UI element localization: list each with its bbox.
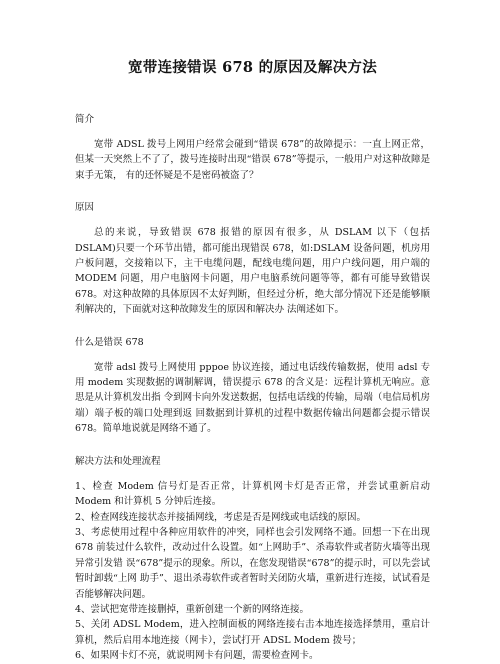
- section-heading-intro: 简介: [75, 114, 95, 125]
- document-title: 宽带连接错误 678 的原因及解决方法: [127, 59, 378, 76]
- section-heading-what-is-678: 什么是错误 678: [75, 336, 144, 348]
- section-heading-cause: 原因: [75, 202, 95, 214]
- list-item: 2、检查网线连接状态并接插网线，考虑是否是网线或电话线的原因。: [75, 511, 367, 523]
- section-paragraph-what-is-678: 宽带 adsl 拨号上网使用 pppoe 协议连接，通过电话线传输数据，使用 adsl 专用 modem 实现数据的调制解调，错误提示 678 的含义是：远程计算机无响应。意思是从计算机发出指 令到网卡向外发送数据，包括电话线的传输，局端（电信局机房端）端子板的端口处理到返 回数据到计算机的过程中数据传输出问题都会提示错误 678。简单地说就是网络不通了。: [75, 361, 430, 435]
- section-heading-solutions: 解决方法和处理流程: [75, 455, 161, 467]
- solution-steps-list: [75, 479, 430, 664]
- list-item: 3、考虑使用过程中各种应用软件的冲突，同样也会引发网络不通。回想一下在出现 678 前装过什么软件，改动过什么设置。如“上网助手”、杀毒软件或者防火墙等出现异常引发错 误“678”提示的现象。所以，在您发现错误“678”的提示时，可以先尝试暂时卸载“上网 助手”、退出杀毒软件或者暂时关闭防火墙，重新进行连接，试试看是否能够解决问题。: [75, 526, 430, 600]
- section-paragraph-intro: 宽带 ADSL 拨号上网用户经常会碰到“错误 678”的故障提示：一直上网正常，但某一天突然上不了了，拨号连接时出现“错误 678”等提示，一般用户对这种故障是束手无策， 有的还怀疑是不是密码被盗了？: [75, 139, 430, 181]
- section-paragraph-cause: 总的来说，导致错误 678 报错的原因有很多，从 DSLAM 以下（包括 DSLAM)只要一个环节出错，都可能出现错误 678，如:DSLAM 设备问题，机房用户板问题，交接箱以下，主干电缆问题，配线电缆问题，用户户线问题，用户端的 MODEM 问题，用户电脑网卡问题，用户电脑系统问题等等，都有可能导致错误 678。对这种故障的具体原因不太好判断，但经过分析，绝大部分情况下还是能够顺利解决的，下面就对这种故障发生的原因和解决办 法阐述如下。: [75, 227, 430, 316]
- list-item: 4、尝试把宽带连接删掉，重新创建一个新的网络连接。: [75, 603, 310, 615]
- list-item: 6、如果网卡灯不亮，就说明网卡有问题，需要检查网卡。: [75, 650, 319, 662]
- list-item: 5、关闭 ADSL Modem，进入控制面板的网络连接右击本地连接选择禁用，重启计算机，然后启用本地连接（网卡），尝试打开 ADSL Modem 拨号；: [75, 619, 430, 646]
- list-item: 1、检查 Modem 信号灯是否正常，计算机网卡灯是否正常，并尝试重新启动 Modem 和计算机 5 分钟后连接。: [75, 480, 430, 508]
